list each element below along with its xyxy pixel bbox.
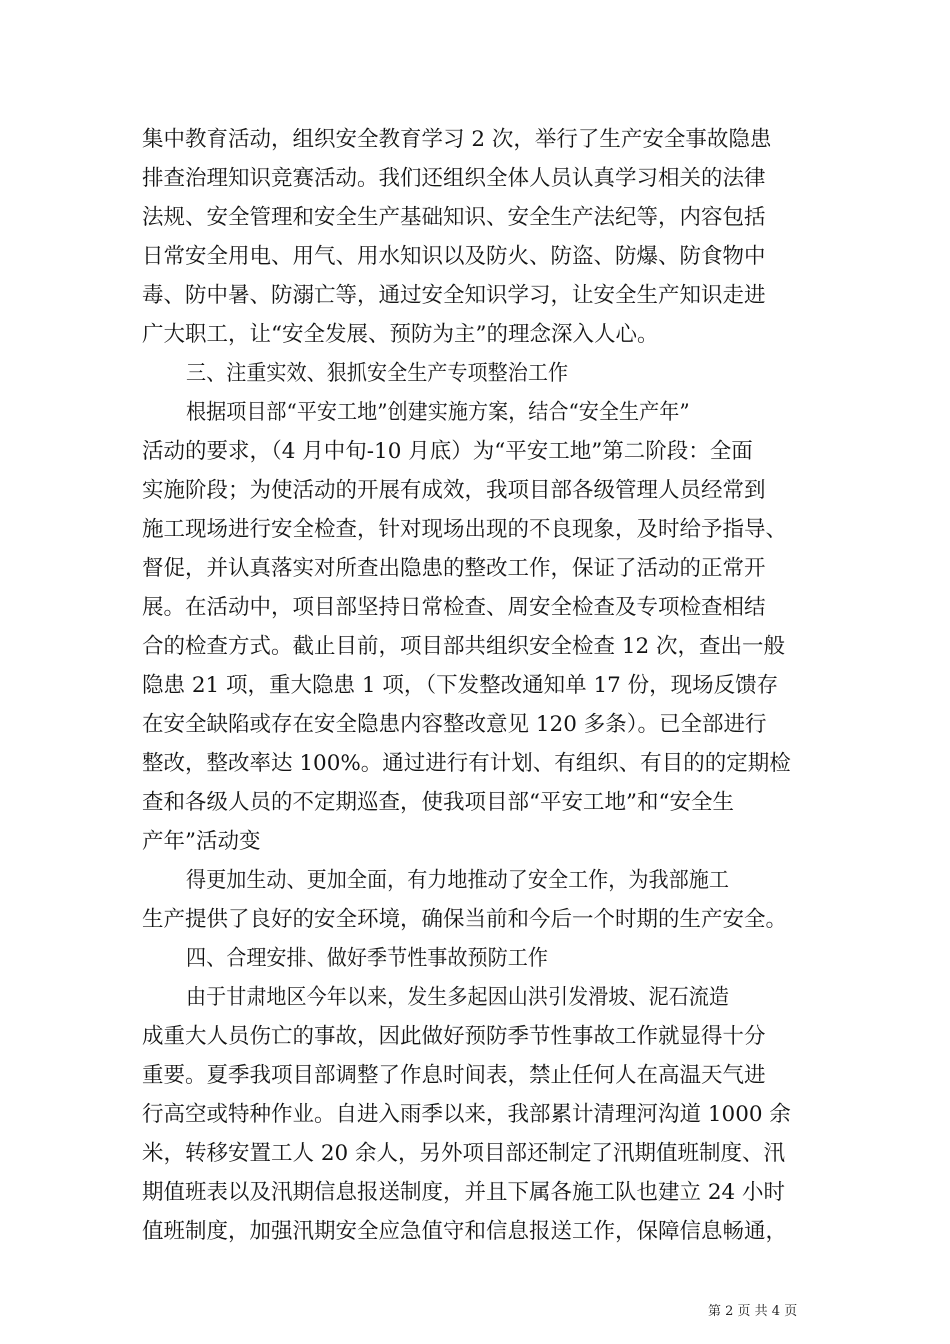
text-line: 期值班表以及汛期信息报送制度，并且下属各施工队也建立 24 小时 — [142, 1180, 786, 1205]
text-line: 生产提供了良好的安全环境，确保当前和今后一个时期的生产安全。 — [142, 907, 788, 932]
text-line: 重要。夏季我项目部调整了作息时间表，禁止任何人在高温天气进 — [142, 1063, 766, 1088]
text-line: 排查治理知识竞赛活动。我们还组织全体人员认真学习相关的法律 — [142, 166, 766, 191]
text-line: 毒、防中暑、防溺亡等，通过安全知识学习，让安全生产知识走进 — [142, 283, 766, 308]
text-line: 成重大人员伤亡的事故，因此做好预防季节性事故工作就显得十分 — [142, 1024, 766, 1049]
text-line: 米，转移安置工人 20 余人，另外项目部还制定了汛期值班制度、汛 — [142, 1141, 786, 1166]
text-line: 由于甘肃地区今年以来，发生多起因山洪引发滑坡、泥石流造 — [186, 985, 729, 1010]
text-line: 整改，整改率达 100%。通过进行有计划、有组织、有目的的定期检 — [142, 751, 791, 776]
text-line: 行高空或特种作业。自进入雨季以来，我部累计清理河沟道 1000 余 — [142, 1102, 791, 1127]
section-heading: 四、合理安排、做好季节性事故预防工作 — [186, 946, 548, 971]
text-line: 值班制度，加强汛期安全应急值守和信息报送工作，保障信息畅通， — [142, 1219, 788, 1244]
text-line: 根据项目部“平安工地”创建实施方案，结合“安全生产年” — [186, 400, 690, 425]
text-line: 集中教育活动，组织安全教育学习 2 次，举行了生产安全事故隐患 — [142, 127, 772, 152]
text-line: 督促，并认真落实对所查出隐患的整改工作，保证了活动的正常开 — [142, 556, 766, 581]
text-line: 活动的要求，（4 月中旬-10 月底）为“平安工地”第二阶段：全面 — [142, 439, 753, 464]
text-line: 日常安全用电、用气、用水知识以及防火、防盗、防爆、防食物中 — [142, 244, 766, 269]
text-line: 查和各级人员的不定期巡查，使我项目部“平安工地”和“安全生 — [142, 790, 734, 815]
text-line: 隐患 21 项，重大隐患 1 项，（下发整改通知单 17 份，现场反馈存 — [142, 673, 779, 698]
text-line: 法规、安全管理和安全生产基础知识、安全生产法纪等，内容包括 — [142, 205, 766, 230]
text-line: 合的检查方式。截止目前，项目部共组织安全检查 12 次，查出一般 — [142, 634, 786, 659]
text-line: 在安全缺陷或存在安全隐患内容整改意见 120 多条）。已全部进行 — [142, 712, 767, 737]
page-number-footer: 第 2 页 共 4 页 — [708, 1304, 798, 1319]
text-line: 实施阶段；为使活动的开展有成效，我项目部各级管理人员经常到 — [142, 478, 766, 503]
text-line: 产年”活动变 — [142, 829, 261, 854]
text-line: 展。在活动中，项目部坚持日常检查、周安全检查及专项检查相结 — [142, 595, 766, 620]
text-line: 施工现场进行安全检查，针对现场出现的不良现象，及时给予指导、 — [142, 517, 788, 542]
text-line: 得更加生动、更加全面，有力地推动了安全工作，为我部施工 — [186, 868, 729, 893]
section-heading: 三、注重实效、狠抓安全生产专项整治工作 — [186, 361, 569, 386]
text-line: 广大职工，让“安全发展、预防为主”的理念深入人心。 — [142, 322, 659, 347]
